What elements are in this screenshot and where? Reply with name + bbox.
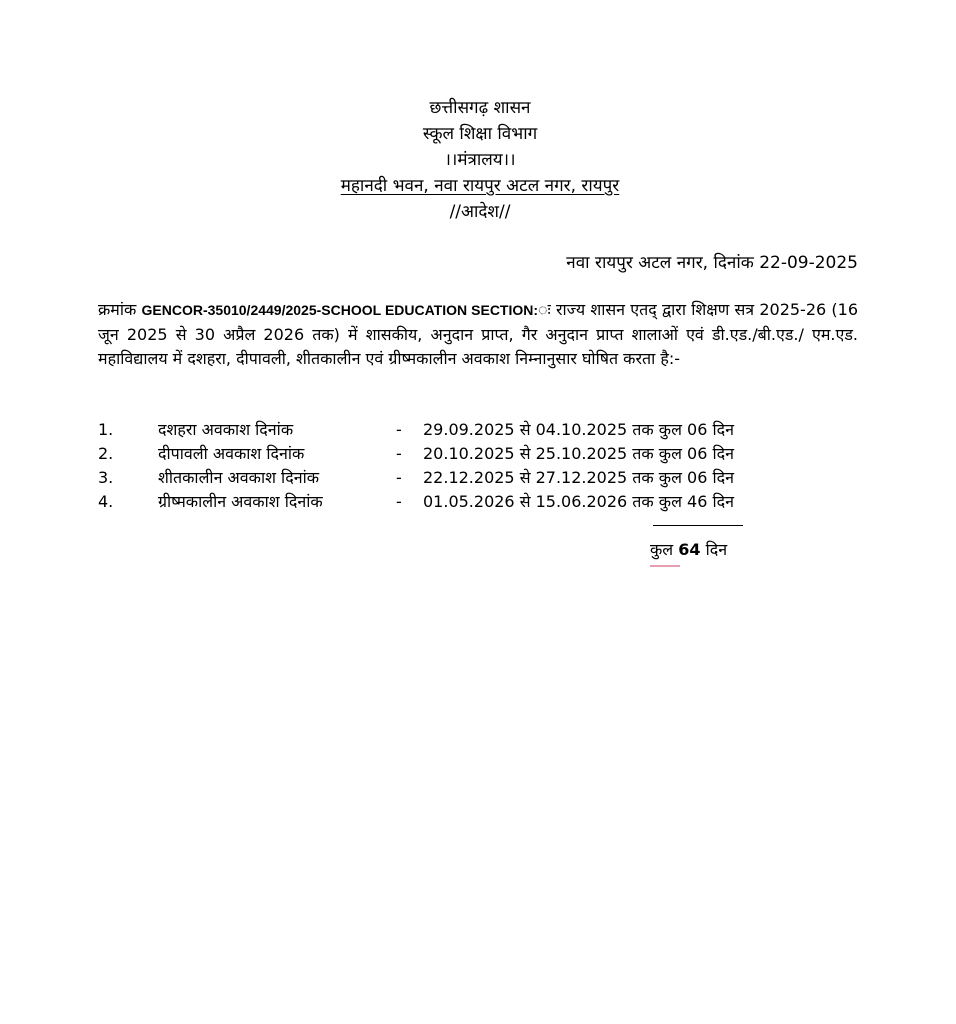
order-body-text: ः राज्य शासन एतद् द्वारा शिक्षण सत्र 2025-26 (16 जून 2025 से 30 अप्रैल 2026 तक) में शासकीय, अनुदान प्राप्त, गैर अनुदान प्राप्त शालाओं एवं डी.एड./बी.एड./ एम.एड. महाविद्यालय में दशहरा, दीपावली, शीतकालीन एवं ग्रीष्मकालीन अवकाश निम्नानुसार घोषित करता है:- <box>98 300 859 368</box>
place-and-date: नवा रायपुर अटल नगर, दिनांक 22-09-2025 <box>566 253 858 273</box>
item-number: 2. <box>98 444 114 463</box>
holiday-name: ग्रीष्मकालीन अवकाश दिनांक <box>158 492 323 511</box>
holiday-name: दशहरा अवकाश दिनांक <box>158 420 294 439</box>
holiday-date-range: 29.09.2025 से 04.10.2025 तक कुल 06 दिन <box>423 420 734 439</box>
list-item <box>98 418 798 442</box>
order-reference-number: GENCOR-35010/2449/2025-SCHOOL EDUCATION SECTION: <box>141 302 539 318</box>
total-value: 64 <box>678 540 701 559</box>
total-unit: दिन <box>705 540 728 559</box>
government-name: छत्तीसगढ़ शासन <box>429 98 531 118</box>
total-divider <box>653 525 743 526</box>
ministry-label: ।।मंत्रालय।। <box>444 150 516 170</box>
list-item <box>98 442 798 466</box>
total-label: कुल <box>650 540 674 559</box>
order-paragraph <box>98 298 858 372</box>
holiday-date-range: 01.05.2026 से 15.06.2026 तक कुल 46 दिन <box>423 492 734 511</box>
list-item <box>98 466 798 490</box>
total-days <box>650 538 727 562</box>
order-heading: //आदेश// <box>449 202 511 222</box>
item-number: 4. <box>98 492 114 511</box>
separator-dash: - <box>396 444 402 463</box>
separator-dash: - <box>396 420 402 439</box>
holiday-name: दीपावली अवकाश दिनांक <box>158 444 305 463</box>
holiday-date-range: 20.10.2025 से 25.10.2025 तक कुल 06 दिन <box>423 444 734 463</box>
office-address <box>0 174 956 198</box>
spellcheck-underline <box>650 565 680 567</box>
separator-dash: - <box>396 468 402 487</box>
office-address-text: महानदी भवन, नवा रायपुर अटल नगर, रायपुर <box>340 176 620 196</box>
holiday-name: शीतकालीन अवकाश दिनांक <box>158 468 320 487</box>
holiday-date-range: 22.12.2025 से 27.12.2025 तक कुल 06 दिन <box>423 468 734 487</box>
item-number: 3. <box>98 468 114 487</box>
item-number: 1. <box>98 420 114 439</box>
department-name: स्कूल शिक्षा विभाग <box>422 124 538 144</box>
list-item <box>98 490 798 514</box>
separator-dash: - <box>396 492 402 511</box>
order-number-prefix: क्रमांक <box>98 300 142 319</box>
holiday-list <box>98 418 798 514</box>
